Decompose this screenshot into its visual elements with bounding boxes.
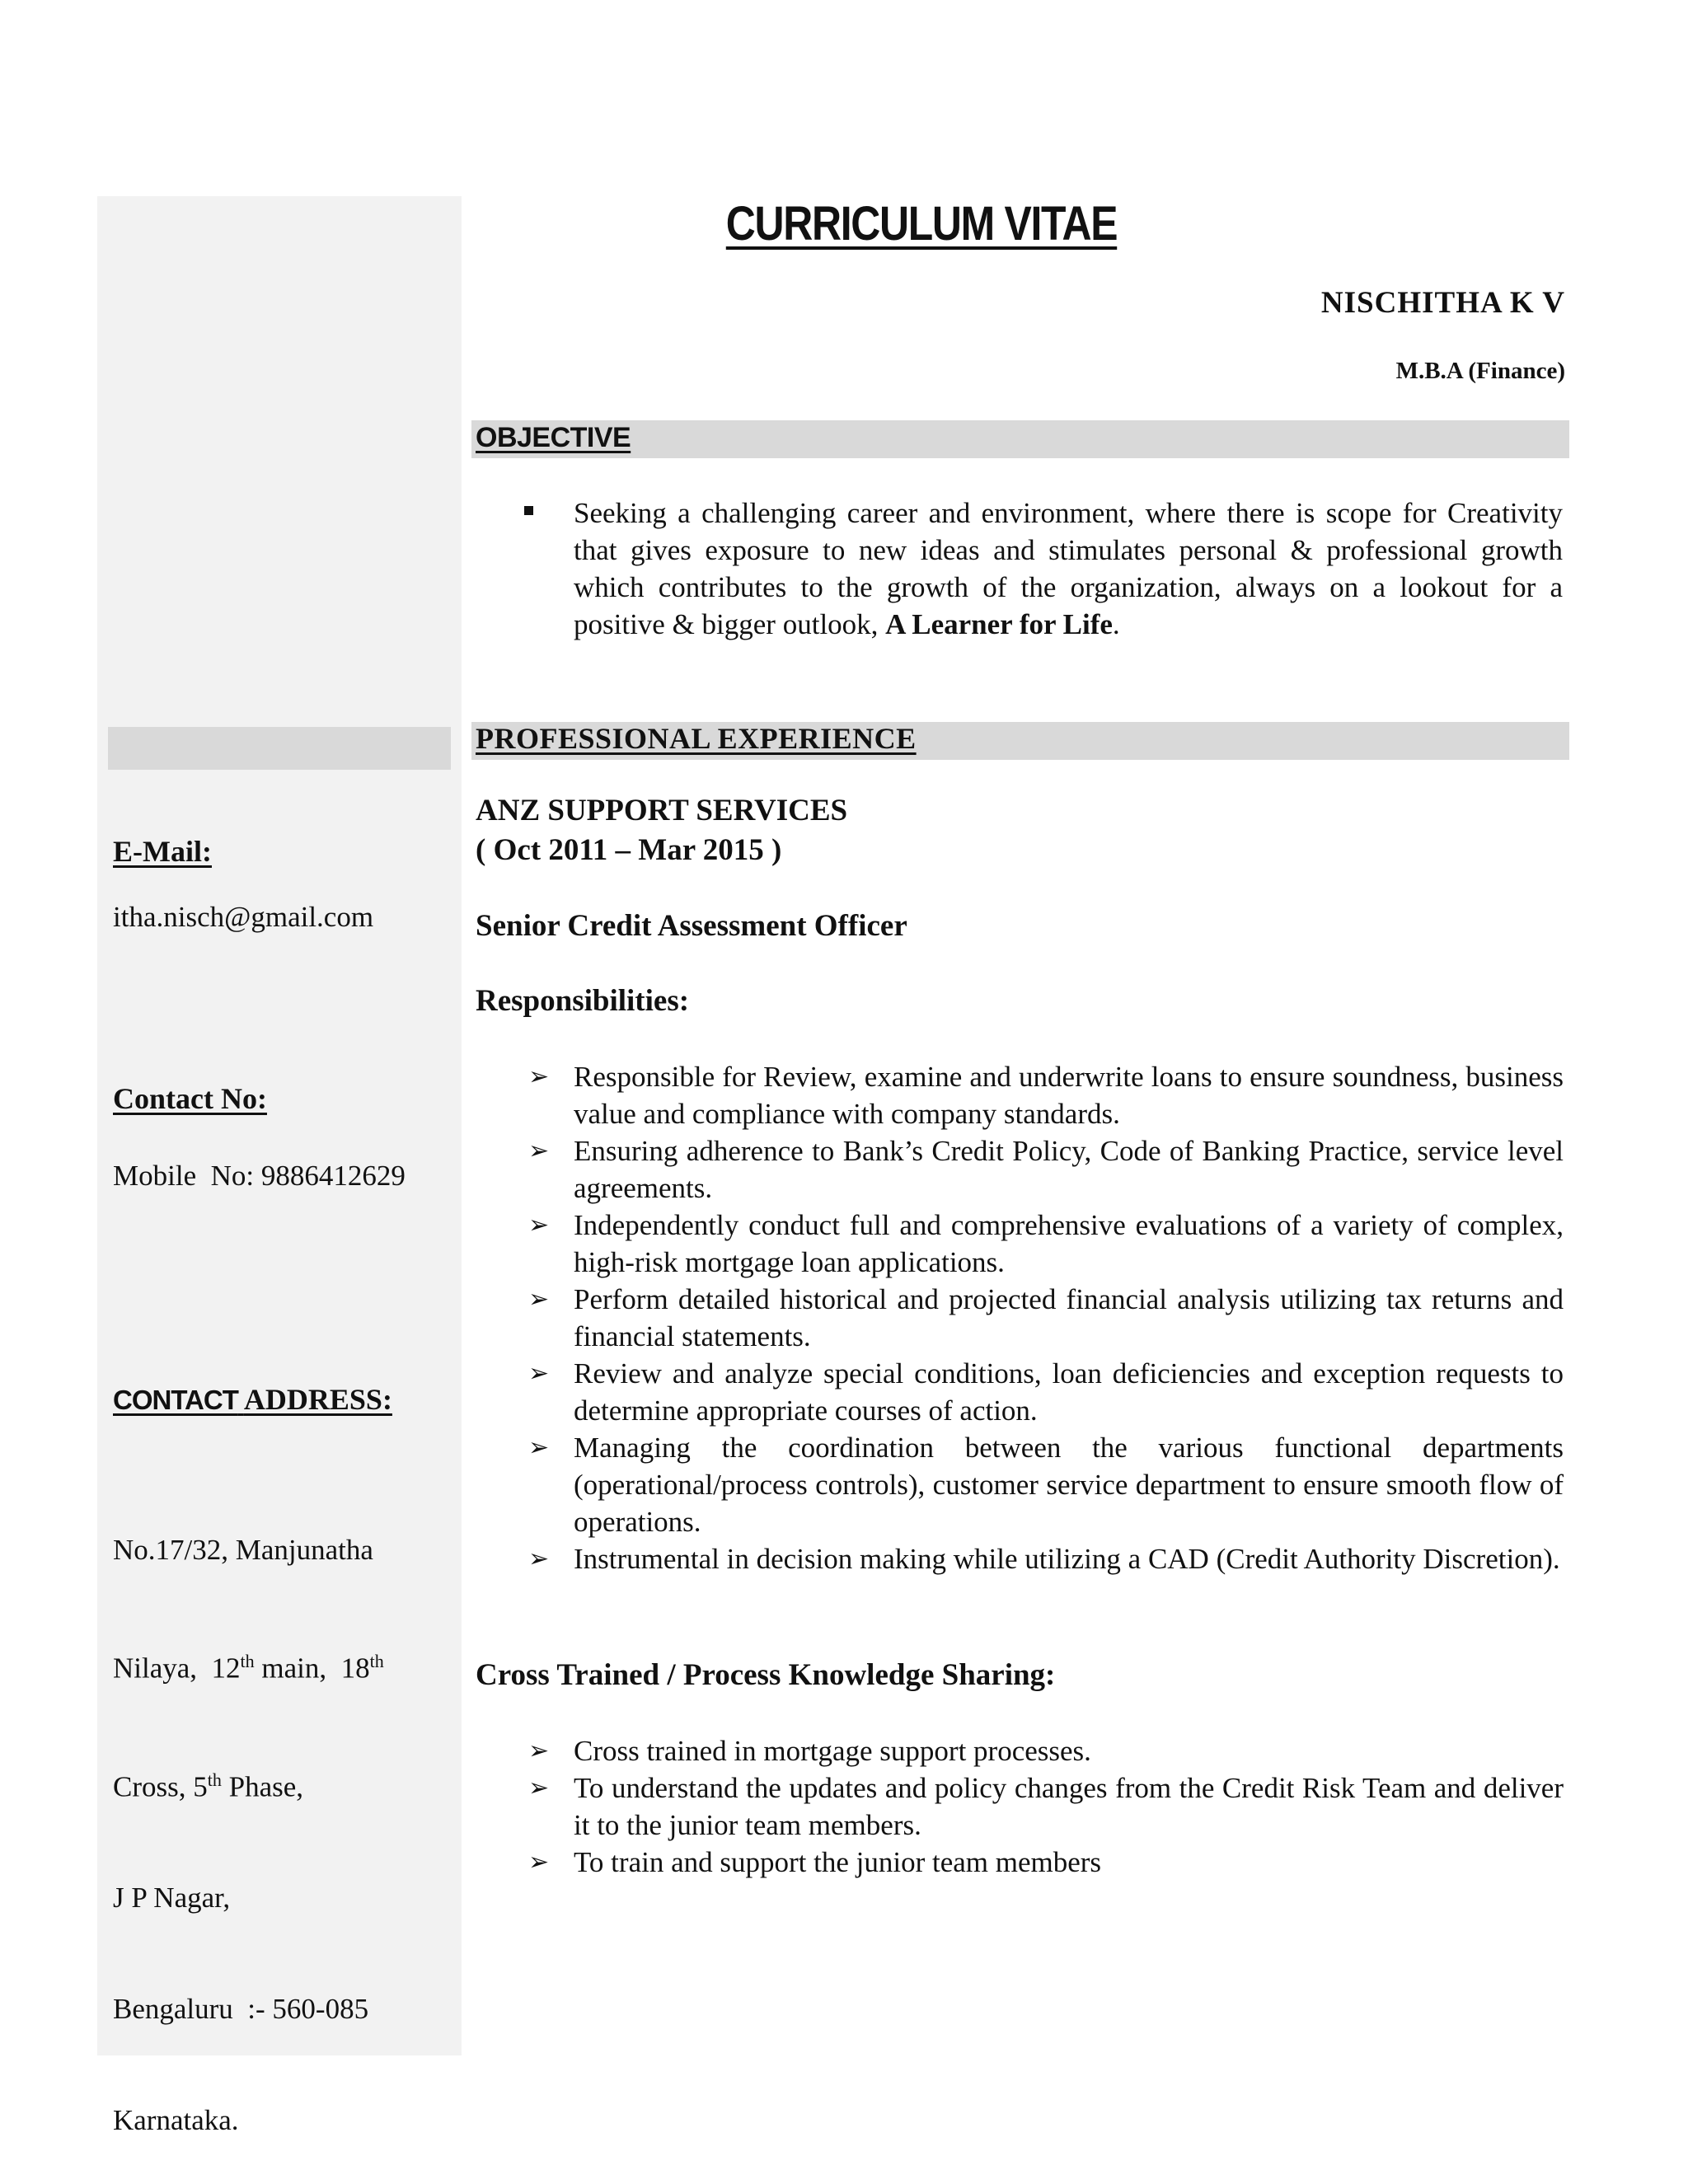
arrow-bullet-icon: ➢ — [528, 1211, 550, 1240]
address-label-prefix: CONTACT — [113, 1385, 238, 1415]
address-block — [113, 1457, 384, 2176]
list-item-text: Perform detailed historical and projected financial analysis utilizing tax returns and financial statements. — [574, 1283, 1564, 1352]
list-item-text: Responsible for Review, examine and underwrite loans to ensure soundness, business value and compliance with company standards. — [574, 1061, 1564, 1130]
job-role: Senior Credit Assessment Officer — [476, 909, 907, 943]
address-text: Cross, 5 — [113, 1770, 208, 1803]
address-text: main, 18 — [254, 1652, 370, 1685]
list-item-text: To train and support the junior team members — [574, 1846, 1102, 1878]
cross-trained-list — [476, 1732, 1564, 1881]
list-item-text: Instrumental in decision making while utilizing a CAD (Credit Authority Discretion). — [574, 1543, 1560, 1575]
experience-heading: PROFESSIONAL EXPERIENCE — [476, 722, 917, 755]
list-item-text: Cross trained in mortgage support processes. — [574, 1735, 1091, 1767]
address-text: Phase, — [221, 1770, 304, 1803]
objective-text — [574, 494, 1563, 643]
address-sup: th — [240, 1651, 255, 1671]
arrow-bullet-icon: ➢ — [528, 1774, 550, 1802]
address-sup: th — [369, 1651, 384, 1671]
document-title: CURRICULUM VITAE — [725, 197, 1118, 251]
sidebar-band — [108, 727, 451, 770]
address-label — [113, 1382, 392, 1417]
address-line: No.17/32, Manjunatha — [113, 1534, 373, 1566]
list-item — [476, 1540, 1564, 1577]
candidate-name: NISCHITHA K V — [1320, 286, 1565, 320]
square-bullet-icon — [524, 506, 533, 515]
cross-trained-label: Cross Trained / Process Knowledge Sharing: — [476, 1658, 1056, 1692]
contact-label: Contact No: — [113, 1082, 267, 1115]
arrow-bullet-icon: ➢ — [528, 1736, 550, 1765]
list-item — [476, 1207, 1564, 1281]
arrow-bullet-icon: ➢ — [528, 1848, 550, 1877]
objective-emphasis: A Learner for Life — [885, 608, 1113, 640]
list-item-text: Review and analyze special conditions, loan deficiencies and exception requests to determine appropriate courses of action. — [574, 1357, 1564, 1427]
mobile-number: Mobile No: 9886412629 — [113, 1160, 406, 1192]
address-label-suffix: ADDRESS: — [243, 1383, 392, 1416]
objective-end: . — [1112, 608, 1120, 640]
address-line: Karnataka. — [113, 2104, 239, 2137]
list-item — [476, 1355, 1564, 1429]
list-item — [476, 1769, 1564, 1844]
list-item-text: To understand the updates and policy changes from the Credit Risk Team and deliver it to the junior team members. — [574, 1772, 1564, 1841]
address-text: Nilaya, 12 — [113, 1652, 241, 1685]
objective-band — [471, 420, 1569, 458]
address-line: J P Nagar, — [113, 1882, 231, 1915]
list-item-text: Ensuring adherence to Bank’s Credit Policy, Code of Banking Practice, service level agreements. — [574, 1135, 1564, 1204]
arrow-bullet-icon: ➢ — [528, 1359, 550, 1388]
list-item-text: Managing the coordination between the various functional departments (operational/process controls), customer service department to ensure smooth flow of operations. — [574, 1432, 1564, 1538]
email-value[interactable]: itha.nisch@gmail.com — [113, 901, 374, 933]
list-item — [476, 1844, 1564, 1881]
address-line: Bengaluru :- 560-085 — [113, 1993, 369, 2026]
objective-heading: OBJECTIVE — [476, 422, 631, 453]
objective-body: Seeking a challenging career and environment, where there is scope for Creativity that gives exposure to new ideas and stimulates personal & professional growth which contributes to the growth of the organization, always on a lookout for a positive & bigger outlook, — [574, 497, 1563, 640]
list-item — [476, 1058, 1564, 1132]
list-item — [476, 1732, 1564, 1769]
address-line — [113, 1761, 384, 1806]
company-name: ANZ SUPPORT SERVICES — [476, 794, 848, 827]
arrow-bullet-icon: ➢ — [528, 1137, 550, 1165]
arrow-bullet-icon: ➢ — [528, 1285, 550, 1314]
list-item — [476, 1132, 1564, 1207]
responsibilities-label: Responsibilities: — [476, 984, 690, 1018]
employment-period: ( Oct 2011 – Mar 2015 ) — [476, 833, 782, 867]
address-sup: th — [207, 1769, 222, 1790]
address-line — [113, 1643, 384, 1687]
arrow-bullet-icon: ➢ — [528, 1062, 550, 1091]
candidate-degree: M.B.A (Finance) — [1395, 358, 1565, 384]
email-label: E-Mail: — [113, 835, 212, 868]
list-item — [476, 1429, 1564, 1540]
arrow-bullet-icon: ➢ — [528, 1433, 550, 1462]
list-item-text: Independently conduct full and comprehensive evaluations of a variety of complex, high-risk mortgage loan applications. — [574, 1209, 1564, 1278]
responsibilities-list — [476, 1058, 1564, 1577]
arrow-bullet-icon: ➢ — [528, 1544, 550, 1573]
list-item — [476, 1281, 1564, 1355]
